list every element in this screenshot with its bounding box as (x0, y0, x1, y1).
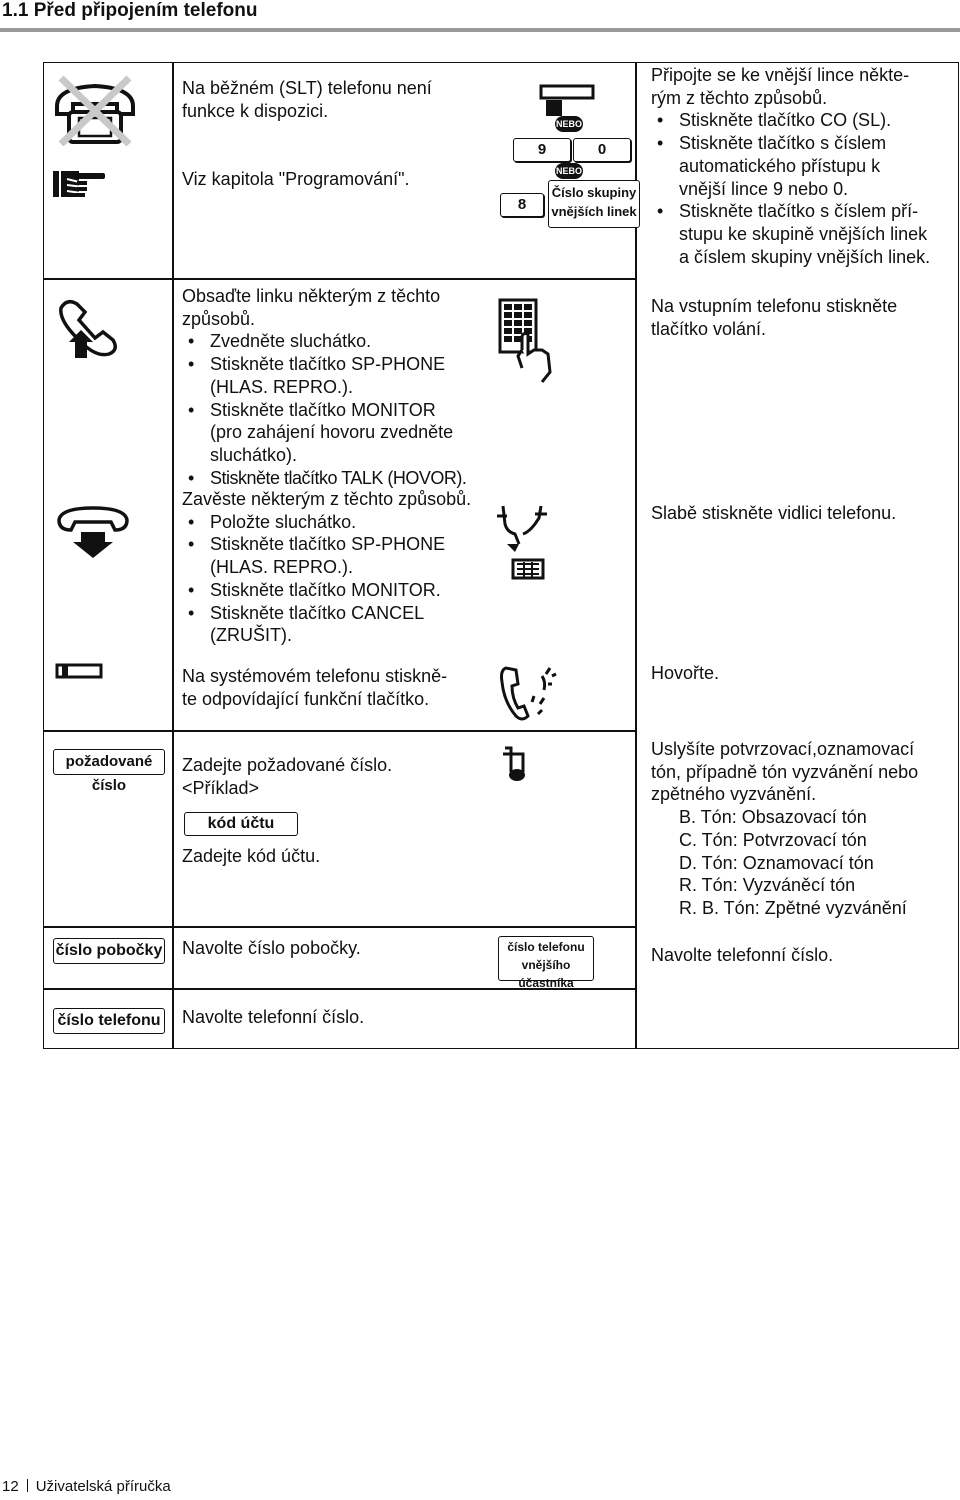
text-line: Uslyšíte potvrzovací,oznamovací (651, 739, 915, 759)
text-line: Na systémovém telefonu stiskně- (182, 666, 448, 686)
extension-number-key: číslo pobočky (53, 938, 165, 964)
phone-number-key: číslo telefonu (53, 1008, 165, 1034)
bullet-item: • Stiskněte tlačítko CANCEL (182, 602, 471, 625)
tone-item: C. Tón: Potvrzovací tón (679, 829, 867, 850)
tone-item: D. Tón: Oznamovací tón (679, 852, 874, 873)
text-line: Obsaďte linku některým z těchto (182, 286, 441, 306)
outside-number-key (498, 936, 594, 990)
row-divider (43, 730, 637, 732)
required-number-key: požadované číslo (53, 749, 165, 775)
co-line-keys-icon (498, 80, 638, 230)
text-line: funkce k dispozici. (182, 100, 329, 121)
text-line: a číslem skupiny vnějších linek. (679, 246, 931, 267)
row7-left-text (182, 1006, 364, 1029)
text-line: Hovořte. (651, 663, 720, 683)
row5-left-text (182, 754, 392, 799)
bullet-item: • Stiskněte tlačítko SP-PHONE (182, 353, 466, 376)
text-line: te odpovídající funkční tlačítko. (182, 688, 430, 709)
footer-separator (27, 1479, 28, 1492)
bullet-item: • Stiskněte tlačítko TALK (HOVOR). (182, 467, 466, 490)
page-number: 12 (2, 1478, 19, 1495)
text-line: vnější lince 9 nebo 0. (679, 178, 849, 199)
text-line: způsobů. (182, 308, 256, 329)
text-line: Navolte číslo pobočky. (182, 938, 361, 958)
text-line: Slabě stiskněte vidlici telefonu. (651, 503, 897, 523)
key-label: Číslo skupiny (551, 185, 637, 200)
bullet-item: • Zvedněte sluchátko. (182, 330, 466, 353)
row2-left-text (182, 285, 466, 489)
text-line: Na běžném (SLT) telefonu není (182, 78, 432, 98)
row5-left-after (182, 845, 320, 868)
text-line: Navolte telefonní číslo. (651, 945, 834, 965)
section-title: 1.1 Před připojením telefonu (2, 0, 258, 21)
text-line: <Příklad> (182, 777, 260, 798)
on-hook-handset-icon (55, 506, 131, 563)
row5-right-text (651, 738, 956, 920)
text-line: Zavěste některým z těchto způsobů. (182, 489, 472, 509)
or-badge: NEBO (555, 163, 583, 179)
text-line: Připojte se ke vnější lince někte- (651, 65, 910, 85)
row6-right-text (651, 944, 956, 967)
text-line: (HLAS. REPRO.). (210, 376, 354, 397)
text-line: Zadejte kód účtu. (182, 846, 321, 866)
key-8: 8 (500, 193, 544, 217)
row-divider (43, 926, 637, 928)
tone-item: R. B. Tón: Zpětné vyzvánění (679, 897, 907, 918)
instruction-table (43, 62, 959, 1049)
text-line: Viz kapitola "Programování". (182, 168, 410, 189)
key-label: vnějších linek (551, 204, 637, 219)
bullet-item: • Stiskněte tlačítko CO (SL). (651, 109, 956, 132)
text-line: stupu ke skupině vnějších linek (679, 223, 928, 244)
row4-left-text (182, 665, 447, 710)
text-line: (HLAS. REPRO.). (210, 557, 354, 578)
or-badge: NEBO (555, 116, 583, 132)
text-line: tón, případně tón vyzvánění nebo (651, 761, 919, 782)
pointing-hand-icon (53, 169, 107, 204)
talk-icon (498, 662, 560, 727)
text-line: Na vstupním telefonu stiskněte (651, 296, 898, 316)
bullet-item: • Stiskněte tlačítko MONITOR. (182, 579, 471, 602)
row6-left-text (182, 937, 361, 960)
row3-left-text (182, 488, 471, 647)
key-label: vnějšího účastníka (518, 958, 574, 990)
text-line: automatického přístupu k (679, 155, 881, 176)
text-line: (ZRUŠIT). (210, 625, 292, 646)
key-0: 0 (573, 138, 631, 162)
row3-right-text (651, 502, 956, 525)
text-line: (pro zahájení hovoru zvedněte (210, 422, 454, 443)
tone-note-icon (501, 746, 527, 789)
tone-item: B. Tón: Obsazovací tón (679, 807, 867, 828)
key-label: číslo telefonu (507, 940, 585, 954)
text-line: zpětného vyzvánění. (651, 784, 817, 805)
row4-right-text (651, 662, 956, 685)
text-line: rým z těchto způsobů. (651, 87, 828, 108)
account-code-key: kód účtu (184, 812, 298, 836)
manual-title: Uživatelská příručka (35, 1478, 171, 1495)
bullet-item: • Stiskněte tlačítko SP-PHONE (182, 533, 471, 556)
group-number-key (548, 180, 640, 228)
bullet-item: • Stiskněte tlačítko MONITOR (182, 399, 466, 422)
hook-switch-press-icon (495, 502, 571, 587)
crossed-phone-icon (53, 74, 137, 151)
off-hook-handset-icon (55, 298, 121, 365)
column-divider (172, 62, 174, 1049)
bullet-item: • Stiskněte tlačítko s číslem (651, 132, 956, 155)
row-divider (43, 278, 637, 280)
keypad-press-icon (498, 298, 560, 389)
page-footer (2, 1478, 171, 1495)
row2-right-text (651, 295, 956, 340)
bullet-item: • Položte sluchátko. (182, 511, 471, 534)
text-line: tlačítko volání. (651, 318, 767, 339)
key-9: 9 (513, 138, 571, 162)
tone-item: R. Tón: Vyzváněcí tón (679, 875, 856, 896)
title-rule (0, 28, 960, 32)
text-line: Navolte telefonní číslo. (182, 1007, 365, 1027)
text-line: sluchátko). (210, 444, 298, 465)
row1-left-text (182, 77, 432, 191)
bullet-item: • Stiskněte tlačítko s číslem pří- (651, 200, 956, 223)
function-key-icon (55, 662, 103, 685)
text-line: Zadejte požadované číslo. (182, 755, 393, 775)
row1-right-text (651, 64, 956, 268)
